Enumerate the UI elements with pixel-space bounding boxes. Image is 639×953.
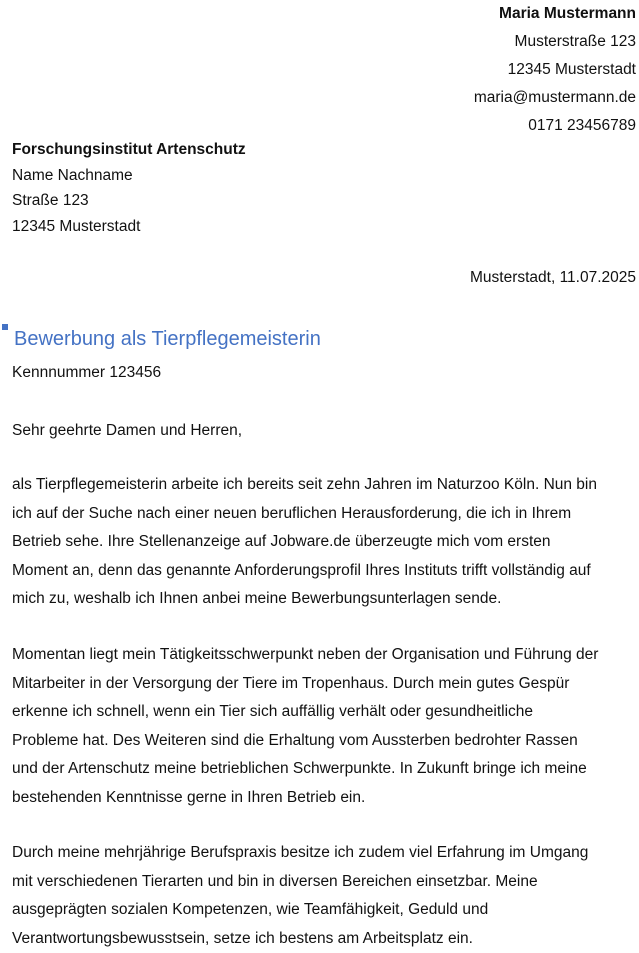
body-paragraph-3: [12, 839, 588, 953]
paragraph-line: Verantwortungsbewusstsein, setze ich bestens am Arbeitsplatz ein.: [12, 925, 588, 953]
recipient-organization: Forschungsinstitut Artenschutz: [12, 137, 246, 163]
salutation: Sehr geehrte Damen und Herren,: [12, 418, 242, 444]
paragraph-line: Betrieb sehe. Ihre Stellenanzeige auf Jobware.de überzeugte mich vom ersten: [12, 528, 597, 557]
paragraph-line: Momentan liegt mein Tätigkeitsschwerpunkt neben der Organisation und Führung der: [12, 641, 598, 670]
subject-marker: [2, 324, 8, 330]
sender-email: maria@mustermann.de: [474, 84, 636, 112]
recipient-address-block: [12, 137, 246, 239]
sender-street: Musterstraße 123: [474, 28, 636, 56]
paragraph-line: Durch meine mehrjährige Berufspraxis besitze ich zudem viel Erfahrung im Umgang: [12, 839, 588, 868]
paragraph-line: Moment an, denn das genannte Anforderungsprofil Ihres Instituts trifft vollständig auf: [12, 557, 597, 586]
paragraph-line: ich auf der Suche nach einer neuen beruflichen Herausforderung, die ich in Ihrem: [12, 500, 597, 529]
body-paragraph-2: [12, 641, 598, 812]
date-line: Musterstadt, 11.07.2025: [470, 264, 636, 292]
paragraph-line: bestehenden Kenntnisse gerne in Ihren Betrieb ein.: [12, 784, 598, 813]
paragraph-line: und der Artenschutz meine betrieblichen Schwerpunkte. In Zukunft bringe ich meine: [12, 755, 598, 784]
reference-number: Kennnummer 123456: [12, 360, 161, 386]
subject-heading: Bewerbung als Tierpflegemeisterin: [14, 324, 321, 354]
paragraph-line: erkenne ich schnell, wenn ein Tier sich auffällig verhält oder gesundheitliche: [12, 698, 598, 727]
paragraph-line: als Tierpflegemeisterin arbeite ich bereits seit zehn Jahren im Naturzoo Köln. Nun bin: [12, 471, 597, 500]
sender-name: Maria Mustermann: [474, 0, 636, 28]
sender-city: 12345 Musterstadt: [474, 56, 636, 84]
paragraph-line: Mitarbeiter in der Versorgung der Tiere im Tropenhaus. Durch mein gutes Gespür: [12, 670, 598, 699]
recipient-contact: Name Nachname: [12, 163, 246, 189]
paragraph-line: ausgeprägten sozialen Kompetenzen, wie Teamfähigkeit, Geduld und: [12, 896, 588, 925]
recipient-city: 12345 Musterstadt: [12, 214, 246, 240]
body-paragraph-1: [12, 471, 597, 614]
sender-phone: 0171 23456789: [474, 112, 636, 140]
paragraph-line: Probleme hat. Des Weiteren sind die Erhaltung vom Aussterben bedrohter Rassen: [12, 727, 598, 756]
recipient-street: Straße 123: [12, 188, 246, 214]
paragraph-line: mit verschiedenen Tierarten und bin in diversen Bereichen einsetzbar. Meine: [12, 868, 588, 897]
sender-address-block: [474, 0, 636, 140]
paragraph-line: mich zu, weshalb ich Ihnen anbei meine Bewerbungsunterlagen sende.: [12, 585, 597, 614]
